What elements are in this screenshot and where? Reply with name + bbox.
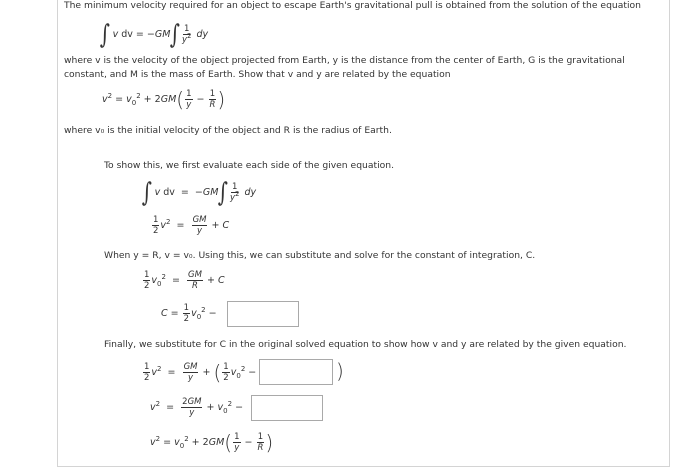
step-solve-C: C = $\frac{1}{2}$ $v_0^2$ − [161, 303, 217, 324]
given-equation: ∫ v dv = −GM∫ $\frac{1}{y^2}$ dy [99, 19, 209, 50]
problem-line-1: The minimum velocity required for an object to escape Earth's gravitational pull is obtained from the solution of the equation [64, 0, 641, 11]
when-line: When y = R, v = v₀. Using this, we can substitute and solve for the constant of integration, C. [104, 250, 536, 261]
step-integral: ∫ v dv = −GM∫ $\frac{1}{y^2}$ dy [141, 177, 257, 208]
c-answer-input[interactable] [227, 301, 299, 327]
final-equation: $v^2 = v_0^2 + 2GM$( $\frac{1}{y}$ − $\frac{1}{R}$ ) [150, 430, 274, 455]
problem-line-3: constant, and M is the mass of Earth. Show that v and y are related by the equation [64, 69, 451, 80]
problem-line-4: where v₀ is the initial velocity of the object and R is the radius of Earth. [64, 125, 392, 136]
solution-intro: To show this, we first evaluate each side of the given equation. [104, 160, 394, 171]
problem-line-2: where v is the velocity of the object projected from Earth, y is the distance from the center of Earth, G is the gravitational [64, 55, 625, 66]
step-at-R: $\frac{1}{2}$ $v_0^2$ = $\frac{GM}{R}$ + C [144, 270, 225, 291]
step-substitute: $\frac{1}{2}$ $v^2$ = $\frac{GM}{y}$ + ( $\frac{1}{2}$ $v_0^2$ − [144, 360, 257, 385]
finally-line: Finally, we substitute for C in the original solved equation to show how v and y are related by the given equation. [104, 339, 627, 350]
step-v-squared: $v^2$ = $\frac{2GM}{y}$ + $v_0^2$ − [150, 397, 244, 418]
v2-answer-input[interactable] [251, 395, 323, 421]
substitute-answer-input[interactable] [259, 359, 333, 385]
target-equation: $v^2 = v_0^2 + 2GM$( $\frac{1}{y}$ − $\frac{1}{R}$ ) [102, 87, 226, 112]
close-paren: ) [336, 359, 344, 383]
step-integrated: $\frac{1}{2}$ $v^2$ = $\frac{GM}{y}$ + C [153, 215, 230, 236]
